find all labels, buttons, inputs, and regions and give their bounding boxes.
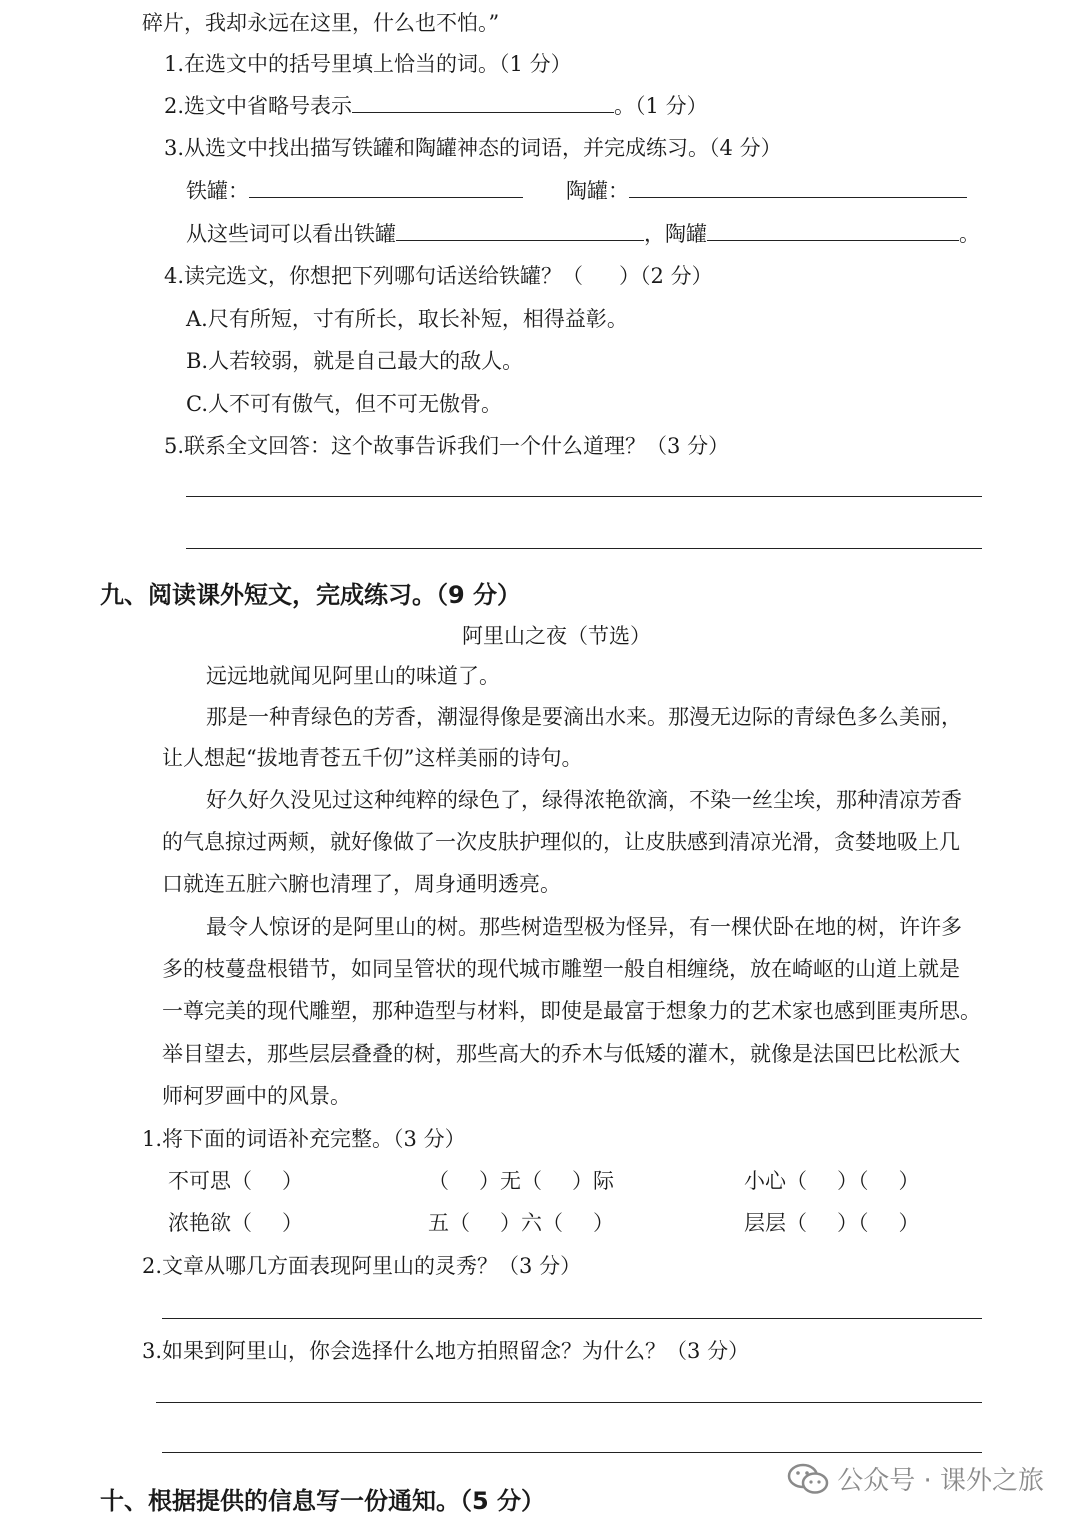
word-fill-text: ） (593, 1211, 614, 1235)
word-fill-text: ） (282, 1169, 303, 1193)
answer-line-s9-q2[interactable] (162, 1318, 982, 1319)
answer-blank-q2[interactable] (352, 94, 614, 113)
passage-line: 让人想起“拔地青苍五千仞”这样美丽的诗句。 (162, 746, 583, 770)
watermark-label: 公众号 · 课外之旅 (837, 1466, 1044, 1496)
option-b: B.人若较弱，就是自己最大的敌人。 (186, 349, 524, 373)
pottery-jar-label: 陶罐： (566, 179, 629, 203)
passage-line: 举目望去，那些层层叠叠的树，那些高大的乔木与低矮的灌木，就像是法国巴比松派大 (162, 1042, 960, 1066)
answer-line-s9-q3-1[interactable] (156, 1402, 982, 1403)
question-5: 5.联系全文回答：这个故事告诉我们一个什么道理？（3 分） (164, 434, 730, 458)
word-fill-item (744, 1208, 920, 1238)
q4-suffix: ）（2 分） (619, 264, 713, 288)
passage-line: 一尊完美的现代雕塑，那种造型与材料，即使是最富于想象力的艺术家也感到匪夷所思。 (162, 999, 981, 1023)
word-fill-text: ） (898, 1169, 920, 1193)
s9-question-3: 3.如果到阿里山，你会选择什么地方拍照留念？为什么？（3 分） (142, 1339, 750, 1363)
s9-question-2: 2.文章从哪几方面表现阿里山的灵秀？（3 分） (142, 1254, 582, 1278)
answer-blank-iron-trait[interactable] (396, 222, 644, 241)
word-fill-text: ） (898, 1211, 920, 1235)
word-fill-item (168, 1208, 303, 1238)
passage-line: 师柯罗画中的风景。 (162, 1084, 351, 1108)
word-fill-text: ）六（ (500, 1211, 563, 1235)
option-c: C.人不可有傲气，但不可无傲骨。 (186, 392, 502, 416)
q3-line2-suffix: 。 (959, 222, 980, 246)
q4-prefix: 4.读完选文，你想把下列哪句话送给铁罐？（ (164, 264, 584, 288)
word-fill-text: 浓艳欲（ (168, 1211, 252, 1235)
question-3-line2 (186, 219, 980, 249)
answer-line-q5-2[interactable] (186, 548, 982, 549)
word-fill-item (168, 1166, 303, 1196)
s9-question-1: 1.将下面的词语补充完整。（3 分） (142, 1127, 466, 1151)
passage-line: 最令人惊讶的是阿里山的树。那些树造型极为怪异，有一棵伏卧在地的树，许许多 (206, 915, 962, 939)
answer-line-s9-q3-2[interactable] (162, 1452, 982, 1453)
question-3-iron-row (186, 176, 523, 206)
question-2-suffix: 。（1 分） (614, 94, 708, 118)
question-2 (164, 91, 708, 121)
passage-title: 阿里山之夜（节选） (462, 624, 651, 648)
word-fill-text: （ (428, 1169, 449, 1193)
word-fill-text: ）无（ (479, 1169, 542, 1193)
section-10-heading: 十、根据提供的信息写一份通知。（5 分） (100, 1487, 546, 1515)
word-fill-text: 层层（ (744, 1211, 807, 1235)
section-9-heading: 九、阅读课外短文，完成练习。（9 分） (100, 581, 522, 609)
answer-blank-pottery-trait[interactable] (707, 222, 959, 241)
question-4 (164, 261, 713, 291)
passage-line: 的气息掠过两颊，就好像做了一次皮肤护理似的，让皮肤感到清凉光滑，贪婪地吸上几 (162, 830, 960, 854)
passage-line: 那是一种青绿色的芳香，潮湿得像是要滴出水来。那漫无边际的青绿色多么美丽， (206, 705, 962, 729)
question-2-prefix: 2.选文中省略号表示 (164, 94, 353, 118)
word-fill-item (744, 1166, 920, 1196)
question-1: 1.在选文中的括号里填上恰当的词。（1 分） (164, 52, 572, 76)
word-fill-text: ）际 (572, 1169, 614, 1193)
passage-line: 口就连五脏六腑也清理了，周身通明透亮。 (162, 872, 561, 896)
answer-blank-iron[interactable] (249, 179, 523, 198)
q3-line2-prefix: 从这些词可以看出铁罐 (186, 222, 396, 246)
passage-tail-line: 碎片，我却永远在这里，什么也不怕。” (142, 11, 500, 35)
word-fill-item (428, 1208, 614, 1238)
word-fill-text: ）（ (837, 1211, 869, 1235)
question-3-pottery-row (566, 176, 967, 206)
passage-line: 好久好久没见过这种纯粹的绿色了，绿得浓艳欲滴，不染一丝尘埃，那种清凉芳香 (206, 788, 962, 812)
iron-jar-label: 铁罐： (186, 179, 249, 203)
answer-line-q5-1[interactable] (186, 496, 982, 497)
word-fill-text: 不可思（ (168, 1169, 252, 1193)
question-3: 3.从选文中找出描写铁罐和陶罐神态的词语，并完成练习。（4 分） (164, 136, 782, 160)
word-fill-text: ）（ (837, 1169, 869, 1193)
option-a: A.尺有所短，寸有所长，取长补短，相得益彰。 (186, 307, 628, 331)
word-fill-text: ） (282, 1211, 303, 1235)
word-fill-item (428, 1166, 614, 1196)
wechat-icon (787, 1462, 829, 1496)
q3-line2-mid: ，陶罐 (644, 222, 707, 246)
passage-line: 多的枝蔓盘根错节，如同呈管状的现代城市雕塑一般自相缠绕，放在崎岖的山道上就是 (162, 957, 960, 981)
word-fill-text: 五（ (428, 1211, 470, 1235)
word-fill-text: 小心（ (744, 1169, 807, 1193)
passage-line: 远远地就闻见阿里山的味道了。 (206, 664, 500, 688)
watermark (787, 1460, 1044, 1497)
answer-blank-pottery[interactable] (629, 179, 967, 198)
